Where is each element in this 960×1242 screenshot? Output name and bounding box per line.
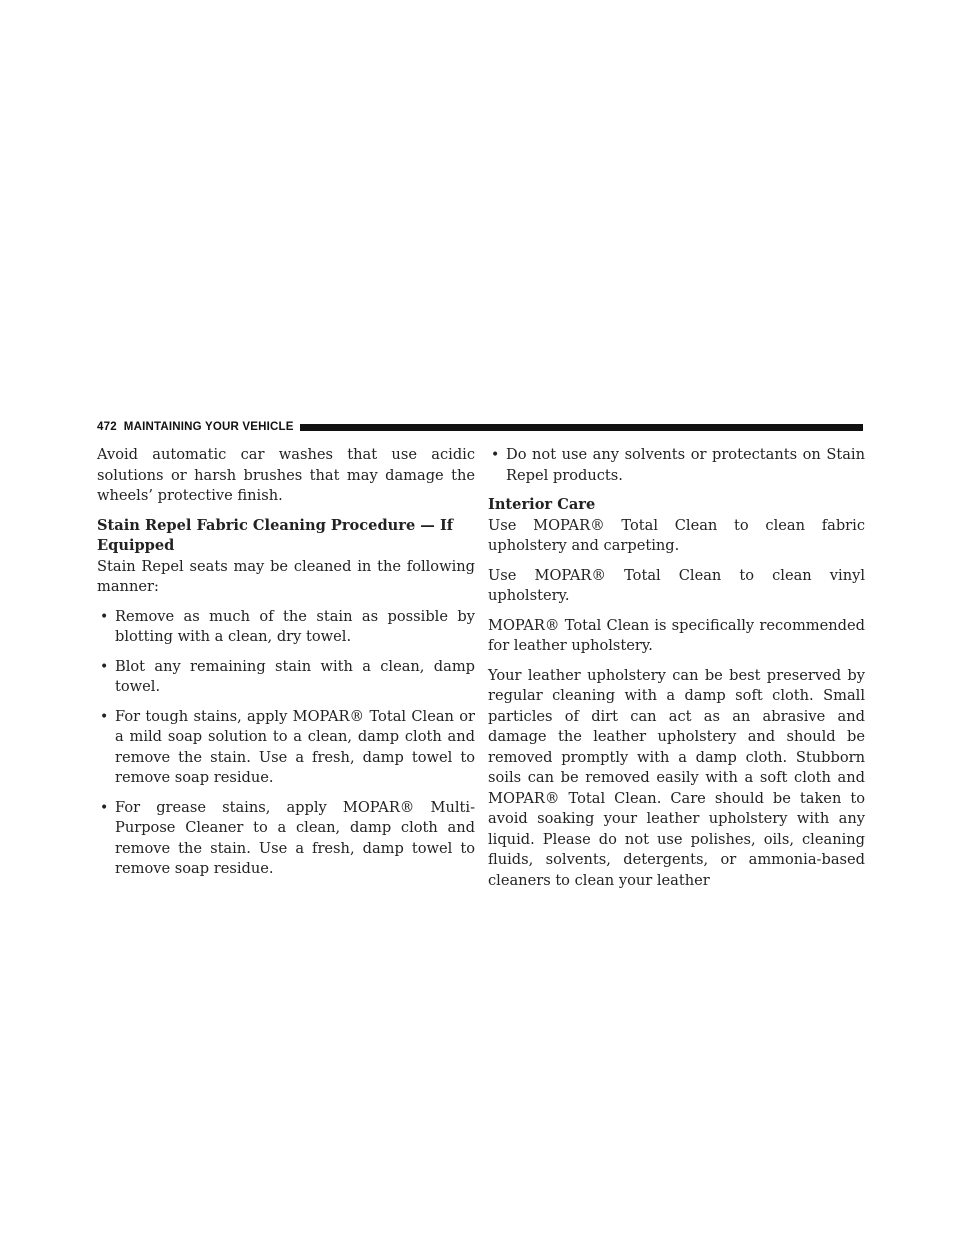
bullet-icon: • [100,708,109,725]
page-header [97,418,863,436]
paragraph: Your leather upholstery can be best preserved by regular cleaning with a damp soft cloth. Small particles of dirt can act as an abrasive and damage the leather upholstery and should be removed promptly with a damp cloth. Stubborn soils can be removed easily with a soft cloth and MOPAR® Total Clean. Care should be taken to avoid soaking your leather upholstery with any liquid. Please do not use polishes, oils, cleaning fluids, solvents, detergents, or ammonia-based cleaners to clean your leather [488,666,865,889]
list-item-text: Remove as much of the stain as possible by blotting with a clean, dry towel. [115,607,475,645]
bullet-icon: • [100,658,109,675]
list-item [97,798,475,880]
right-column [488,445,865,900]
list-item [488,445,865,486]
list-item-text: For tough stains, apply MOPAR® Total Clean or a mild soap solution to a clean, damp cloth and remove the stain. Use a fresh, damp towel to remove soap residue. [115,707,475,786]
paragraph: Use MOPAR® Total Clean to clean fabric upholstery and carpeting. [488,516,865,554]
list-item-text: For grease stains, apply MOPAR® Multi-Purpose Cleaner to a clean, damp cloth and remove the stain. Use a fresh, damp towel to remove soap residue. [115,798,475,877]
list-item-text: Do not use any solvents or protectants on Stain Repel products. [506,446,865,484]
left-column [97,445,475,889]
list-item [97,707,475,789]
lead-paragraph: Stain Repel seats may be cleaned in the following manner: [97,557,475,595]
paragraph: Use MOPAR® Total Clean to clean vinyl upholstery. [488,566,865,604]
stain-repel-steps-continued [488,445,865,486]
section-title: MAINTAINING YOUR VEHICLE [123,421,294,433]
list-item-text: Blot any remaining stain with a clean, damp towel. [115,657,475,695]
header-rule [300,424,863,431]
list-item [97,607,475,648]
paragraph: MOPAR® Total Clean is specifically recommended for leather upholstery. [488,616,865,654]
list-item [97,657,475,698]
bullet-icon: • [491,447,500,463]
stain-repel-steps [97,607,475,880]
bullet-icon: • [100,608,109,625]
section-heading-interior-care: Interior Care [488,496,596,513]
section-heading-stain-repel: Stain Repel Fabric Cleaning Procedure — If Equipped [97,516,454,554]
intro-paragraph: Avoid automatic car washes that use acidic solutions or harsh brushes that may damage the wheels’ protective finish. [97,446,475,504]
bullet-icon: • [100,799,109,816]
page-number: 472 [97,421,117,433]
